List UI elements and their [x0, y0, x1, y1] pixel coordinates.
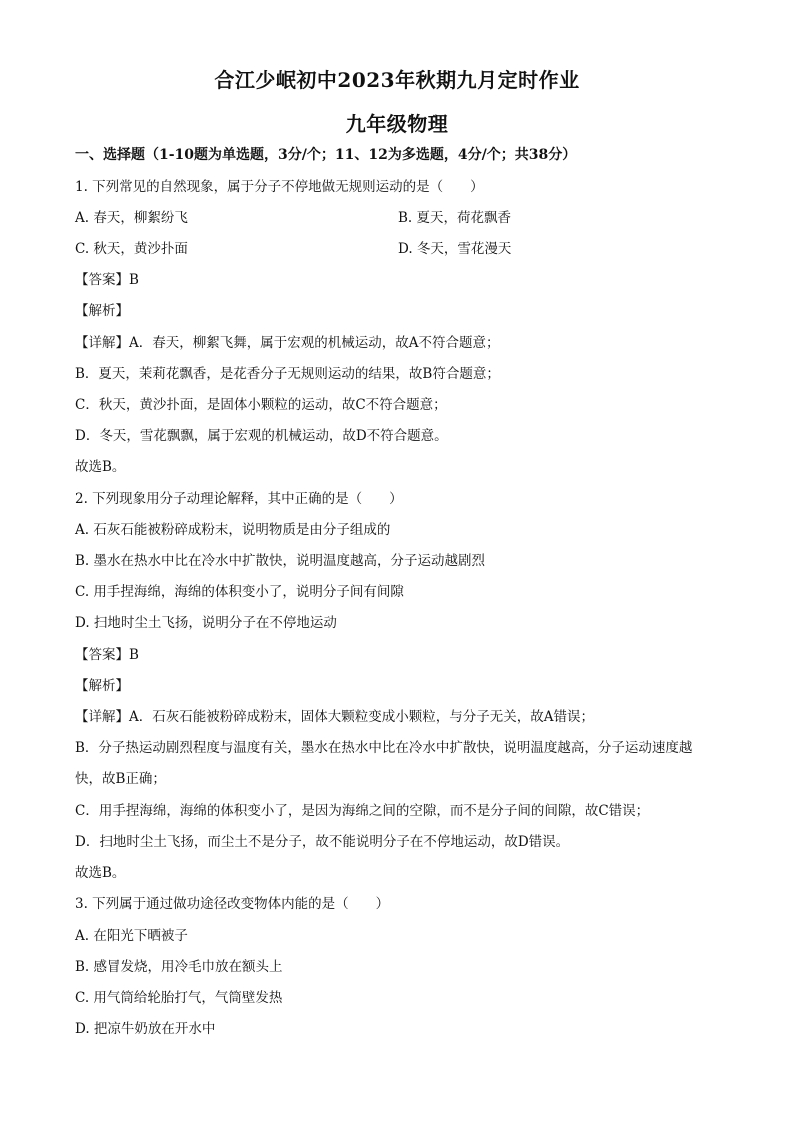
q2-conclusion: 故选B。	[75, 865, 126, 881]
q3-option-b: B. 感冒发烧，用冷毛巾放在额头上	[75, 959, 283, 975]
q1-option-a: A. 春天，柳絮纷飞	[75, 210, 188, 226]
q1-detail-a: 【详解】A．春天，柳絮飞舞，属于宏观的机械运动，故A不符合题意；	[75, 335, 500, 351]
q2-detail-d: D．扫地时尘土飞扬，而尘土不是分子，故不能说明分子在不停地运动，故D错误。	[75, 834, 570, 850]
q1-conclusion: 故选B。	[75, 459, 126, 475]
q3-option-d: D. 把凉牛奶放在开水中	[75, 1021, 216, 1037]
q2-option-b: B. 墨水在热水中比在冷水中扩散快，说明温度越高，分子运动越剧烈	[75, 553, 486, 569]
q3-option-c: C. 用气筒给轮胎打气，气筒壁发热	[75, 990, 283, 1006]
q3-stem: 3. 下列属于通过做功途径改变物体内能的是（ ）	[75, 896, 390, 912]
q1-option-c: C. 秋天，黄沙扑面	[75, 241, 188, 257]
q2-detail-b-line2: 快，故B正确；	[75, 771, 166, 787]
q2-analysis-label: 【解析】	[75, 678, 129, 694]
q2-option-d: D. 扫地时尘土飞扬，说明分子在不停地运动	[75, 615, 337, 631]
q1-option-b: B. 夏天，荷花飘香	[398, 210, 512, 226]
q1-detail-c: C．秋天，黄沙扑面，是固体小颗粒的运动，故C不符合题意；	[75, 397, 447, 413]
q2-option-a: A. 石灰石能被粉碎成粉末，说明物质是由分子组成的	[75, 522, 391, 538]
q2-stem: 2. 下列现象用分子动理论解释，其中正确的是（ ）	[75, 491, 403, 507]
q1-detail-b: B．夏天，茉莉花飘香，是花香分子无规则运动的结果，故B符合题意；	[75, 366, 500, 382]
q1-detail-d: D．冬天，雪花飘飘，属于宏观的机械运动，故D不符合题意。	[75, 428, 448, 444]
q1-analysis-label: 【解析】	[75, 303, 129, 319]
q2-option-c: C. 用手捏海绵，海绵的体积变小了，说明分子间有间隙	[75, 584, 404, 600]
q1-stem: 1. 下列常见的自然现象，属于分子不停地做无规则运动的是（ ）	[75, 179, 484, 195]
q2-detail-a: 【详解】A．石灰石能被粉碎成粉末，固体大颗粒变成小颗粒，与分子无关，故A错误；	[75, 709, 594, 725]
q1-option-d: D. 冬天，雪花漫天	[398, 241, 512, 257]
document-subtitle: 九年级物理	[345, 112, 449, 136]
q2-detail-b-line1: B．分子热运动剧烈程度与温度有关，墨水在热水中比在冷水中扩散快，说明温度越高，分子运动速度越	[75, 740, 693, 756]
q2-detail-c: C．用手捏海绵，海绵的体积变小了，是因为海绵之间的空隙，而不是分子间的间隙，故C错误；	[75, 803, 650, 819]
q1-answer: 【答案】B	[75, 272, 139, 288]
q3-option-a: A. 在阳光下晒被子	[75, 928, 188, 944]
document-title: 合江少岷初中2023年秋期九月定时作业	[214, 68, 580, 92]
section-heading: 一、选择题（1-10题为单选题，3分/个；11、12为多选题，4分/个；共38分）	[75, 147, 577, 163]
q2-answer: 【答案】B	[75, 647, 139, 663]
